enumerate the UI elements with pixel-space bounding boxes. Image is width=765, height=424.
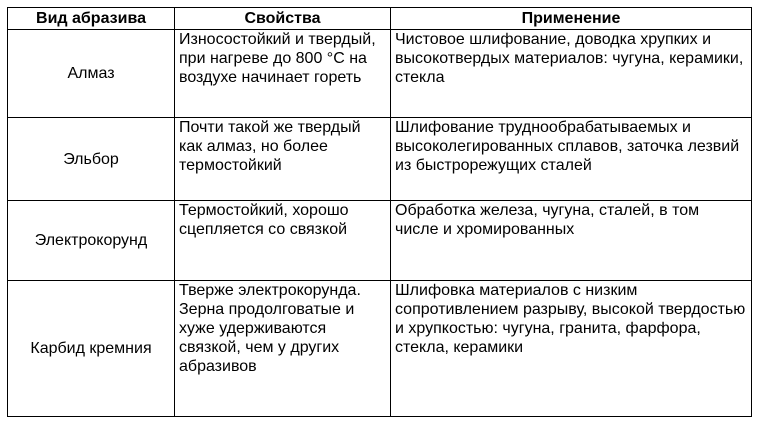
header-row xyxy=(8,8,752,30)
abrasive-properties: Тверже электрокорунда. Зерна продолговатые и хуже удерживаются связкой, чем у других абразивов xyxy=(179,282,361,376)
table-header xyxy=(8,8,752,30)
abrasive-name: Электрокорунд xyxy=(34,232,148,250)
abrasive-name-cell xyxy=(8,201,175,281)
abrasive-name: Алмаз xyxy=(67,65,115,83)
abrasive-application: Обработка железа, чугуна, сталей, в том числе и хромированных xyxy=(395,202,700,239)
application-cell xyxy=(391,201,752,281)
abrasive-application: Шлифовка материалов с низким сопротивлением разрыву, высокой твердостью и хрупкостью: чугуна, гранита, фарфора, стекла, керамики xyxy=(395,282,746,357)
abrasive-application: Чистовое шлифование, доводка хрупких и высокотвердых материалов: чугуна, керамики, стекла xyxy=(395,31,744,86)
table-row xyxy=(8,118,752,201)
abrasive-name-cell xyxy=(8,281,175,417)
table-row xyxy=(8,201,752,281)
header-application: Применение xyxy=(391,8,752,30)
header-properties: Свойства xyxy=(175,8,391,30)
table-row xyxy=(8,30,752,118)
application-cell xyxy=(391,118,752,201)
table-body xyxy=(8,30,752,417)
abrasive-properties: Почти такой же твердый как алмаз, но более термостойкий xyxy=(179,119,361,175)
abrasive-properties: Износостойкий и твердый, при нагреве до 800 °С на воздухе начинает гореть xyxy=(179,31,376,86)
abrasives-table xyxy=(7,7,752,417)
abrasive-name: Эльбор xyxy=(63,150,119,168)
properties-cell xyxy=(175,30,391,118)
abrasive-name: Карбид кремния xyxy=(30,340,152,358)
abrasive-application: Шлифование труднообрабатываемых и высоколегированных сплавов, заточка лезвий из быстрорежущих сталей xyxy=(395,119,740,175)
abrasive-name-cell xyxy=(8,118,175,201)
abrasive-properties: Термостойкий, хорошо сцепляется со связкой xyxy=(179,202,349,239)
properties-cell xyxy=(175,201,391,281)
abrasive-name-cell xyxy=(8,30,175,118)
header-abrasive-type: Вид абразива xyxy=(8,8,175,30)
application-cell xyxy=(391,281,752,417)
properties-cell xyxy=(175,118,391,201)
table-row xyxy=(8,281,752,417)
properties-cell xyxy=(175,281,391,417)
application-cell xyxy=(391,30,752,118)
